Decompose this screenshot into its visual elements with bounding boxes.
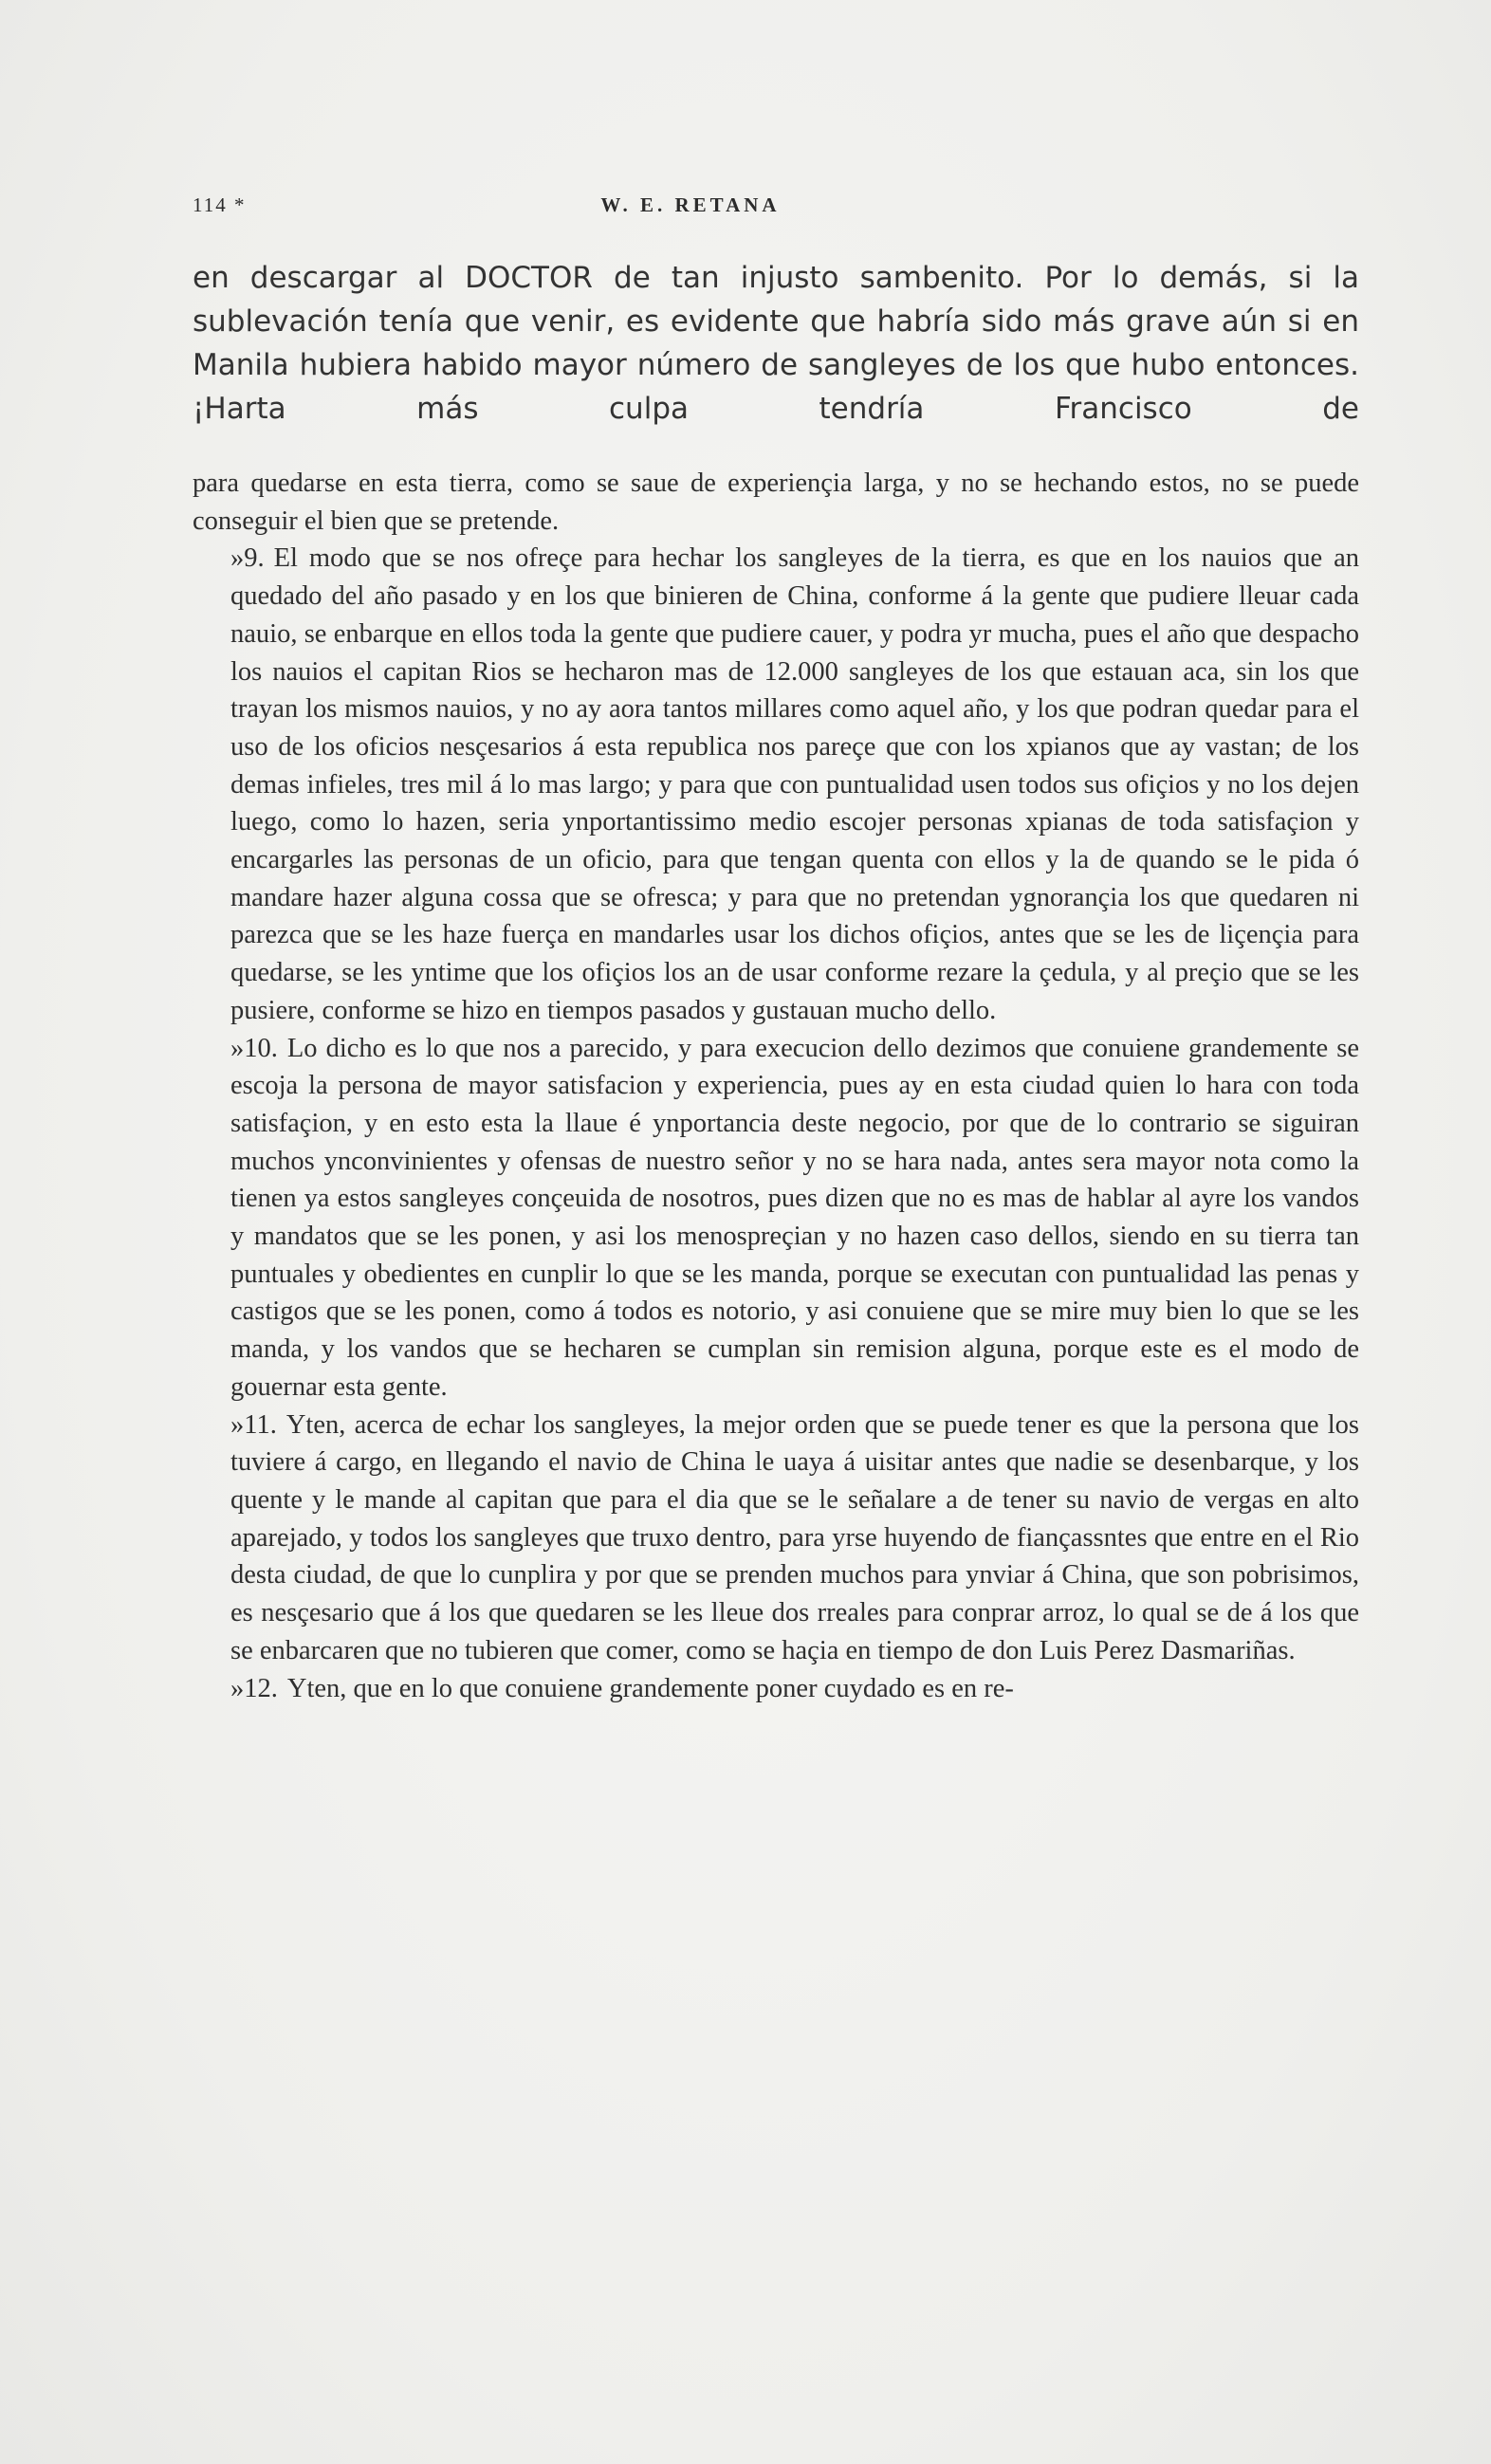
paragraph-number-10: »10.	[230, 1033, 278, 1063]
quote-paragraph-12	[193, 1670, 1359, 1708]
intro-paragraph	[193, 256, 1359, 431]
quoted-document	[193, 465, 1359, 1707]
quote-paragraph-11	[193, 1407, 1359, 1670]
paragraph-number-11: »11.	[230, 1409, 277, 1440]
quote-paragraph-continuation: para quedarse en esta tierra, como se saue de experiençia larga, y no se hechando estos, no se puede conseguir el bien que se pretende.	[193, 469, 1359, 536]
running-head: W. E. RETANA	[600, 193, 781, 216]
paragraph-number-12: »12.	[230, 1673, 278, 1703]
page-header	[193, 193, 1359, 224]
intro-text: en descargar al DOCTOR de tan injusto sambenito. Por lo demás, si la sublevación tenía que venir, es evidente que habría sido más grave aún si en Manila hubiera habido mayor número de sangleyes de los que hubo entonces. ¡Harta más culpa tendría Francisco de	[193, 261, 1359, 426]
paragraph-11-text: Yten, acerca de echar los sangleyes, la mejor orden que se puede tener es que la persona que los tuviere á cargo, en llegando el navio de China le uaya á uisitar antes que nadie se desenbarque, y los quente y le mande al capitan que para el dia que se le señalare a de tener su navio de vergas en alto aparejado, y todos los sangleyes que truxo dentro, para yrse huyendo de fiançassntes que entre en el Rio desta ciudad, de que lo cunplira y por que se prenden muchos para ynviar á China, que son pobrisimos, es nesçesario que á los que quedaren se les lleue dos rreales para conprar arroz, lo qual se de á los que se enbarcaren que no tubieren que comer, como se haçia en tiempo de don Luis Perez Dasmariñas.	[230, 1409, 1359, 1665]
page-number: 114 *	[193, 193, 247, 216]
paragraph-12-text: Yten, que en lo que conuiene grandemente poner cuydado es en re-	[286, 1673, 1014, 1703]
quote-paragraph-10	[193, 1030, 1359, 1407]
paragraph-9-text: El modo que se nos ofreçe para hechar los sangleyes de la tierra, es que en los nauios que an quedado del año pasado y en los que binieren de China, conforme á la gente que pudiere lleuar cada nauio, se enbarque en ellos toda la gente que pudiere cauer, y podra yr mucha, pues el año que despacho los nauios el capitan Rios se hecharon mas de 12.000 sangleyes de los que estauan aca, sin los que trayan los mismos nauios, y no ay aora tantos millares como aquel año, y los que podran quedar para el uso de los oficios nesçesarios á esta republica nos pareçe que con los xpianos que ay vastan; de los demas infieles, tres mil á lo mas largo; y para que con puntualidad usen todos sus ofiçios y no los dejen luego, como lo hazen, seria ynportantissimo medio escojer personas xpianas de toda satisfaçion y encargarles las personas de un oficio, para que tengan quenta con ellos y la de quando se le pida ó mandare hazer alguna cossa que se ofresca; y para que no pretendan ygnorançia los que quedaren ni parezca que se les haze fuerça en mandarles usar los dichos ofiçios, antes que se les de liçençia para quedarse, se les yntime que los ofiçios los an de usar conforme rezare la çedula, y al preçio que se les pusiere, conforme se hizo en tiempos pasados y gustauan mucho dello.	[230, 543, 1359, 1025]
paragraph-10-text: Lo dicho es lo que nos a parecido, y para execucion dello dezimos que conuiene grandemente se escoja la persona de mayor satisfacion y experiencia, pues ay en esta ciudad quien lo hara con toda satisfaçion, y en esto esta la llaue é ynportancia deste negocio, por que de lo contrario se siguiran muchos ynconvinientes y ofensas de nuestro señor y no se hara nada, antes sera mayor nota como la tienen ya estos sangleyes conçeuida de nosotros, pues dizen que no es mas de hablar al ayre los vandos y mandatos que se les ponen, y asi los menospreçian y no hazen caso dellos, siendo en su tierra tan puntuales y obedientes en cunplir lo que se les manda, porque se executan con puntualidad las penas y castigos que se les ponen, como á todos es notorio, y asi conuiene que se mire muy bien lo que se les manda, y los vandos que se hecharen se cumplan sin remision alguna, porque este es el modo de gouernar esta gente.	[230, 1033, 1359, 1402]
paragraph-number-9: »9.	[230, 543, 265, 574]
quote-paragraph-9	[193, 540, 1359, 1029]
